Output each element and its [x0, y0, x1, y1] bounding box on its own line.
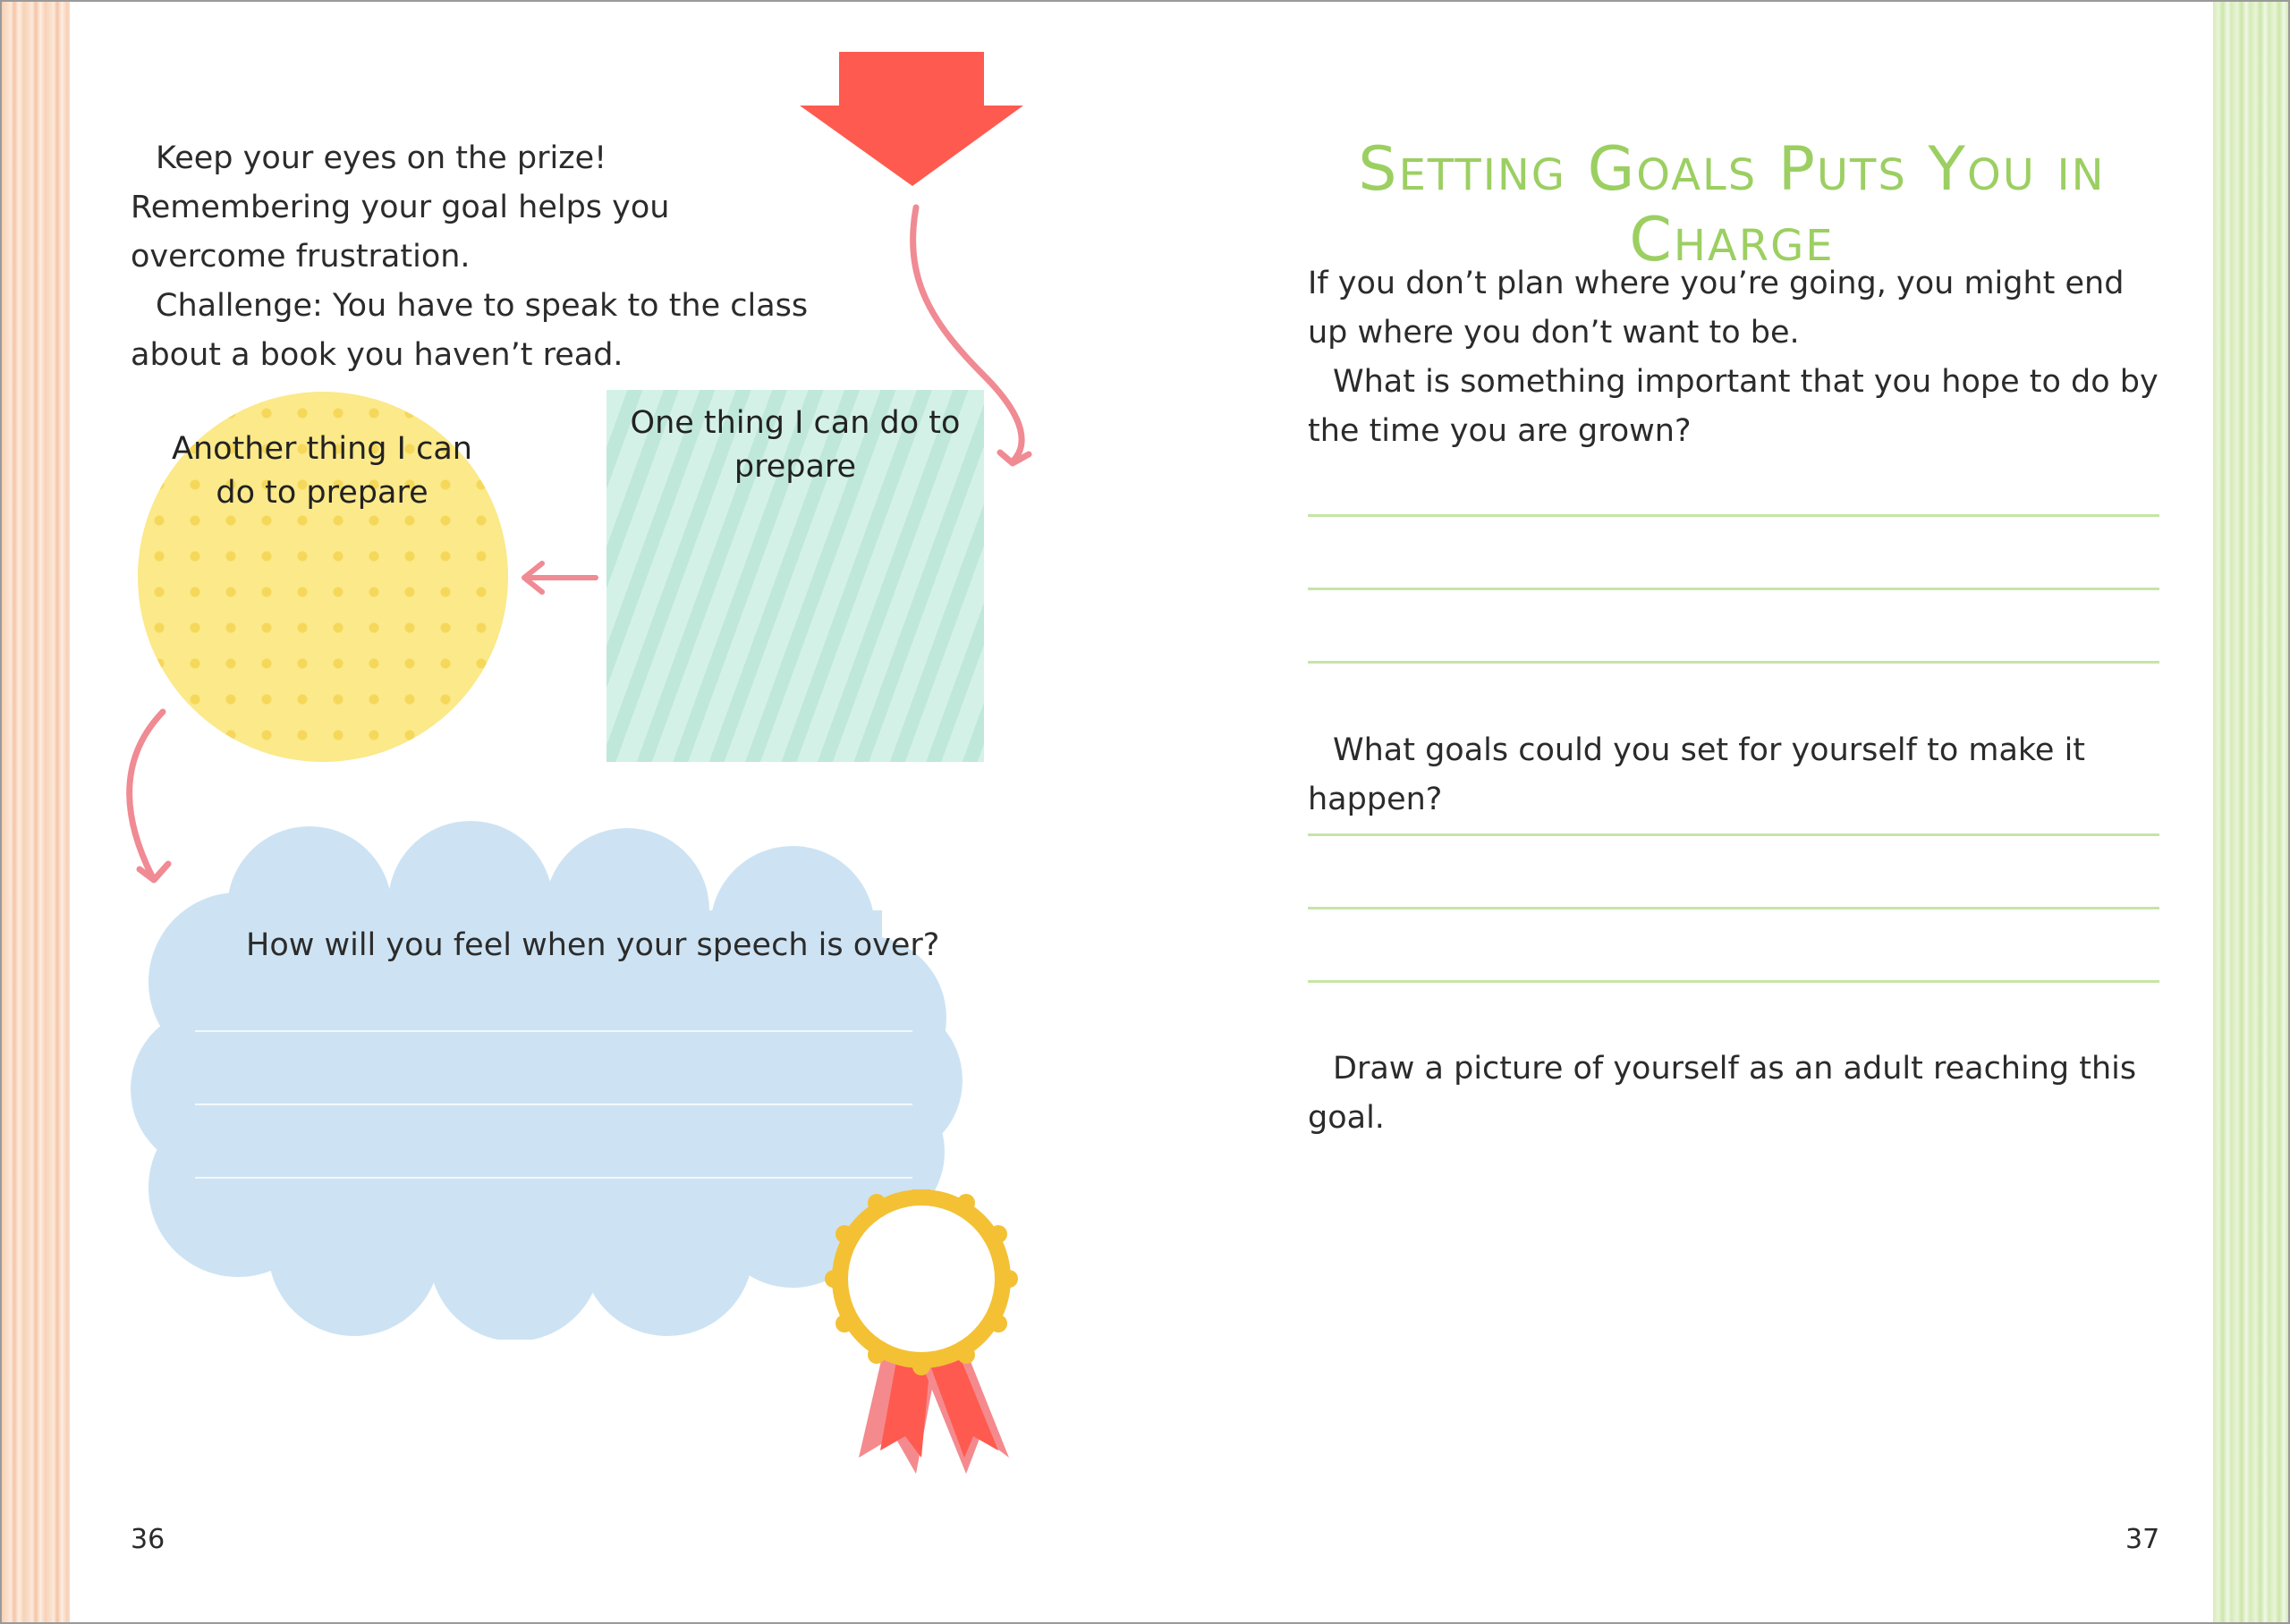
page-number-right: 37: [2125, 1524, 2160, 1555]
page-number-left: 36: [131, 1524, 165, 1555]
write-line[interactable]: [1308, 514, 2159, 517]
intro-paragraph-2: Challenge: You have to speak to the class about a book you haven’t read.: [131, 288, 809, 373]
plan-text: [1308, 259, 2167, 456]
square-label: One thing I can do to prepare: [630, 405, 961, 485]
circle-label: Another thing I can do to prepare: [172, 431, 472, 511]
cloud-write-line: [195, 1030, 912, 1032]
write-line[interactable]: [1308, 907, 2159, 909]
cloud-question: How will you feel when your speech is over?: [246, 927, 940, 963]
plan-paragraph-1: If you don’t plan where you’re going, you might end up where you don’t want to be.: [1308, 266, 2125, 351]
page-heading: Setting Goals Puts You in Charge: [1358, 134, 2106, 275]
goals-question: What goals could you set for yourself to make it happen?: [1308, 732, 2086, 817]
cloud-write-line: [195, 1177, 912, 1179]
left-arrow-icon: [524, 563, 596, 592]
cloud-write-line: [195, 1104, 912, 1105]
intro-paragraph-1: Keep your eyes on the prize! Remembering your goal helps you overcome frustration.: [131, 140, 670, 275]
draw-prompt: Draw a picture of yourself as an adult reaching this goal.: [1308, 1051, 2137, 1136]
down-arrow-icon: [796, 50, 1025, 190]
write-line[interactable]: [1308, 588, 2159, 590]
write-line[interactable]: [1308, 661, 2159, 664]
intro-text: [131, 134, 810, 380]
award-ribbon-icon: [823, 1189, 1020, 1476]
plan-paragraph-2: What is something important that you hope to do by the time you are grown?: [1308, 364, 2159, 449]
write-line[interactable]: [1308, 833, 2159, 836]
decorative-edge-left: [2, 2, 70, 1622]
write-line[interactable]: [1308, 980, 2159, 983]
decorative-edge-right: [2213, 2, 2288, 1622]
arrowhead-icon: [1000, 453, 1029, 463]
